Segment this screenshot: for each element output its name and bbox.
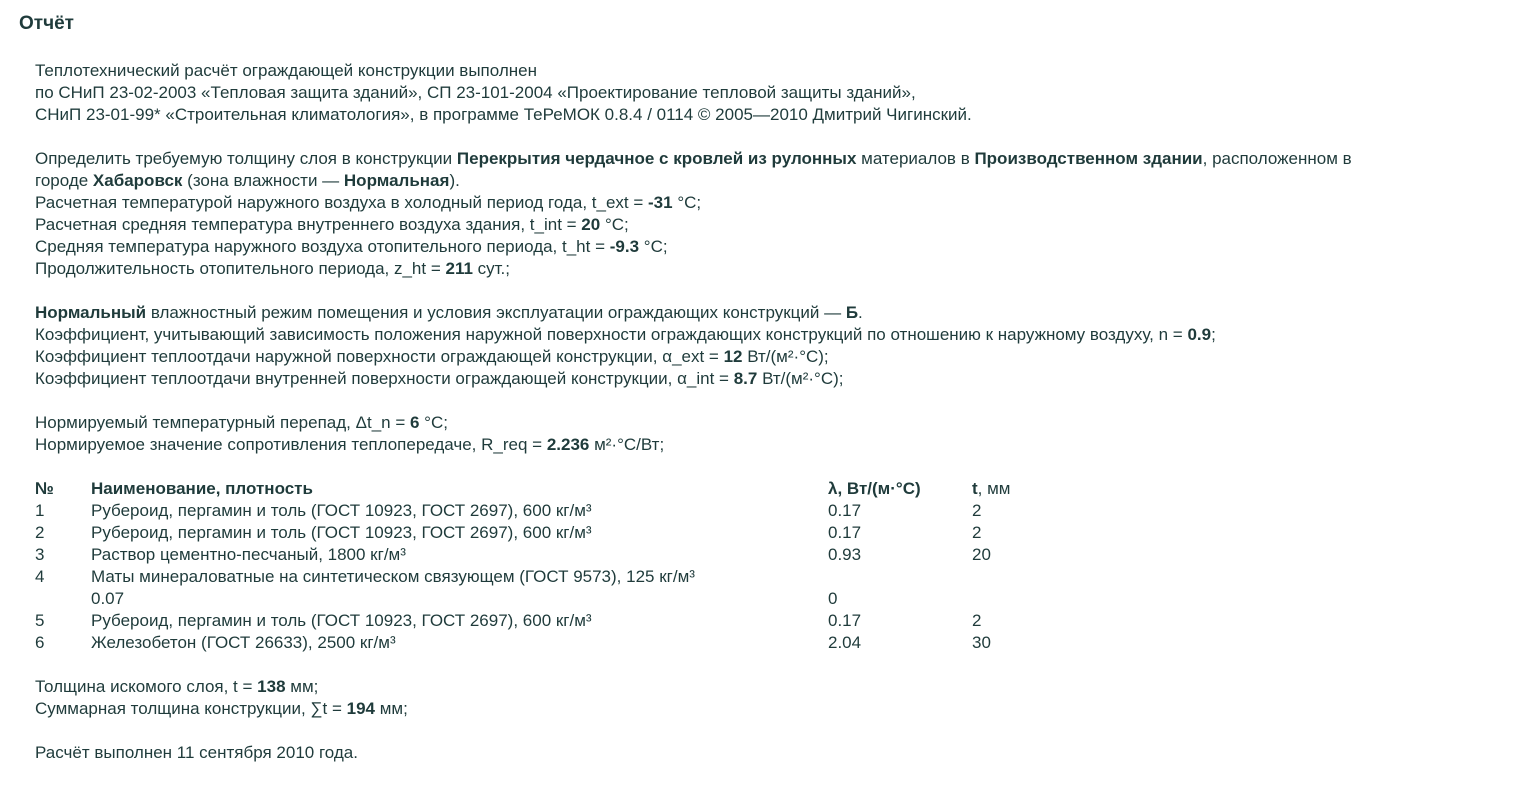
task-section: [35, 148, 1525, 280]
climate-line: Расчетная температурой наружного воздуха в холодный период года, t_ext = -31 °C;: [35, 193, 702, 212]
header-name: Наименование, плотность: [91, 479, 313, 498]
climate-line: Продолжительность отопительного периода, z_ht = 211 сут.;: [35, 259, 510, 278]
intro-line-1: Теплотехнический расчёт ограждающей конструкции выполнен: [35, 61, 537, 80]
regime-section: [35, 302, 1525, 390]
table-row: 6 Железобетон (ГОСТ 26633), 2500 кг/м³ 2.04 30: [35, 633, 991, 652]
header-lambda: λ, Вт/(м·°C): [828, 479, 921, 498]
coefficient-line: Коэффициент теплоотдачи наружной поверхности ограждающей конструкции, α_ext = 12 Вт/(м²·°C);: [35, 347, 829, 366]
result-line: Толщина искомого слоя, t = 138 мм;: [35, 677, 319, 696]
table-row: 2 Рубероид, пергамин и толь (ГОСТ 10923, ГОСТ 2697), 600 кг/м³ 0.17 2: [35, 523, 982, 542]
layers-table: [35, 478, 1072, 654]
construction-name: Перекрытия чердачное с кровлей из рулонных: [456, 149, 857, 168]
humidity-zone: Нормальная: [343, 171, 450, 190]
header-thickness: t, мм: [972, 479, 1011, 498]
climate-line: Расчетная средняя температура внутреннего воздуха здания, t_int = 20 °C;: [35, 215, 629, 234]
header-num: №: [35, 479, 54, 498]
coefficient-line: Коэффициент теплоотдачи внутренней поверхности ограждающей конструкции, α_int = 8.7 Вт/(м²·°C);: [35, 369, 844, 388]
result-line: Суммарная толщина конструкции, ∑t = 194 мм;: [35, 699, 408, 718]
report-footer: Расчёт выполнен 11 сентября 2010 года.: [35, 743, 358, 762]
results-section: [35, 676, 1525, 720]
climate-line: Средняя температура наружного воздуха отопительного периода, t_ht = -9.3 °C;: [35, 237, 668, 256]
task-line-2: городе Хабаровск (зона влажности — Нормальная).: [35, 171, 460, 190]
report-title: Отчёт: [19, 13, 74, 34]
norms-section: [35, 412, 1525, 456]
intro-section: [35, 60, 1525, 126]
table-header-row: [35, 478, 1072, 500]
table-row: 4 Маты минераловатные на синтетическом связующем (ГОСТ 9573), 125 кг/м³: [35, 567, 695, 586]
table-row: 1 Рубероид, пергамин и толь (ГОСТ 10923, ГОСТ 2697), 600 кг/м³ 0.17 2: [35, 501, 982, 520]
regime-line: Нормальный влажностный режим помещения и условия эксплуатации ограждающих конструкций — Б.: [35, 303, 863, 322]
city-name: Хабаровск: [92, 171, 183, 190]
intro-line-2: по СНиП 23-02-2003 «Тепловая защита зданий», СП 23-101-2004 «Проектирование тепловой защиты зданий»,: [35, 83, 916, 102]
coefficient-line: Коэффициент, учитывающий зависимость положения наружной поверхности ограждающих конструкций по отношению к наружному воздуху, n = 0.9;: [35, 325, 1216, 344]
norm-line: Нормируемое значение сопротивления теплопередаче, R_req = 2.236 м²·°C/Вт;: [35, 435, 665, 454]
table-row: 0.07 0: [91, 589, 838, 608]
intro-line-3: СНиП 23-01-99* «Строительная климатология», в программе ТеРеМОК 0.8.4 / 0114 © 2005—2010 Дмитрий Чигинский.: [35, 105, 972, 124]
building-type: Производственном здании: [969, 149, 1203, 168]
task-line-1: Определить требуемую толщину слоя в конструкции Перекрытия чердачное с кровлей из рулонных материалов в Производственном здании, расположенном в: [35, 149, 1352, 168]
report-body: [35, 60, 1525, 764]
norm-line: Нормируемый температурный перепад, Δt_n = 6 °C;: [35, 413, 448, 432]
table-row: 5 Рубероид, пергамин и толь (ГОСТ 10923, ГОСТ 2697), 600 кг/м³ 0.17 2: [35, 611, 982, 630]
table-row: 3 Раствор цементно-песчаный, 1800 кг/м³ 0.93 20: [35, 545, 991, 564]
